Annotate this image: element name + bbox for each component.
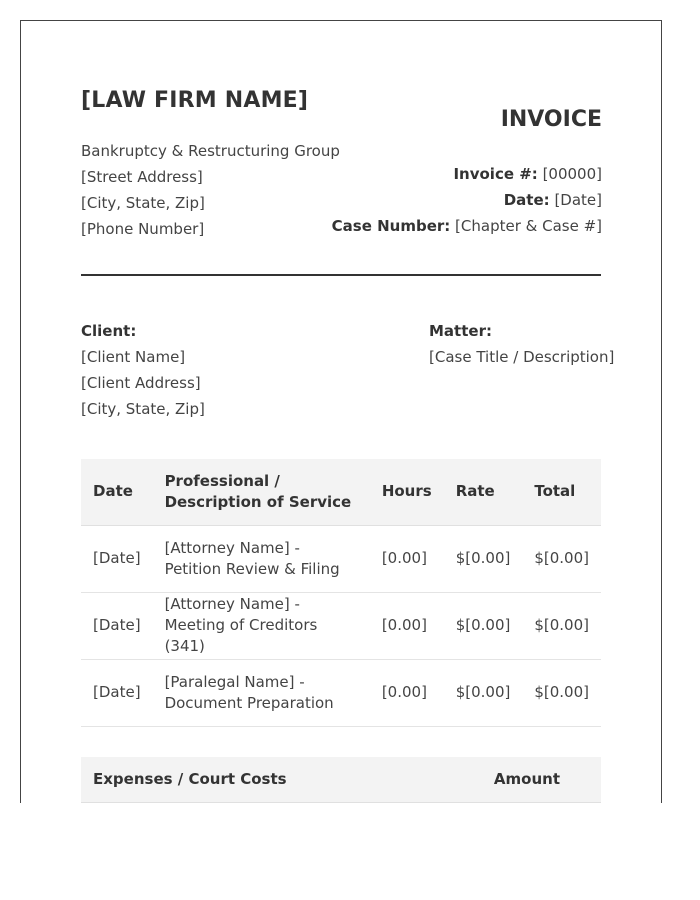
expenses-table [81,757,601,803]
firm-city: [City, State, Zip] [81,194,205,212]
table-row [81,525,601,592]
table-row [81,592,601,659]
firm-address-block [81,138,340,242]
row-rate: $[0.00] [444,592,523,659]
row-date: [Date] [81,659,153,726]
invoice-date-label: Date: [503,191,550,209]
header-total: Total [522,459,601,525]
case-number-label: Case Number: [331,217,451,235]
client-block [81,318,205,422]
invoice-meta [332,161,602,239]
header-hours: Hours [370,459,444,525]
firm-phone: [Phone Number] [81,220,205,238]
row-description: [Paralegal Name] - Document Preparation [153,659,370,726]
matter-block [429,318,614,370]
invoice-number-label: Invoice #: [453,165,538,183]
case-number-line [332,213,602,239]
header-description: Professional / Description of Service [153,459,370,525]
header-divider [81,274,601,276]
row-description: [Attorney Name] - Petition Review & Filing [153,525,370,592]
invoice-number-line [332,161,602,187]
header-expenses: Expenses / Court Costs [81,757,417,802]
services-table [81,459,601,727]
row-date: [Date] [81,525,153,592]
client-city: [City, State, Zip] [81,400,205,418]
row-hours: [0.00] [370,525,444,592]
matter-value: [Case Title / Description] [429,348,615,366]
invoice-date-line [332,187,602,213]
row-total: $[0.00] [522,592,601,659]
row-total: $[0.00] [522,525,601,592]
firm-group: Bankruptcy & Restructuring Group [81,142,340,160]
client-label: Client: [81,322,137,340]
header-date: Date [81,459,153,525]
header-amount: Amount [417,757,601,802]
header-rate: Rate [444,459,523,525]
invoice-page [20,20,662,803]
row-description: [Attorney Name] - Meeting of Creditors (341) [153,592,370,659]
row-total: $[0.00] [522,659,601,726]
firm-name: [LAW FIRM NAME] [81,88,309,113]
client-name: [Client Name] [81,348,186,366]
client-address: [Client Address] [81,374,201,392]
table-row [81,659,601,726]
row-hours: [0.00] [370,659,444,726]
services-header-row [81,459,601,525]
firm-street: [Street Address] [81,168,203,186]
matter-label: Matter: [429,322,492,340]
invoice-date-value: [Date] [554,191,602,209]
row-date: [Date] [81,592,153,659]
row-rate: $[0.00] [444,659,523,726]
row-rate: $[0.00] [444,525,523,592]
row-hours: [0.00] [370,592,444,659]
expenses-header-row [81,757,601,802]
invoice-number-value: [00000] [542,165,602,183]
invoice-title: INVOICE [500,107,602,132]
case-number-value: [Chapter & Case #] [455,217,602,235]
